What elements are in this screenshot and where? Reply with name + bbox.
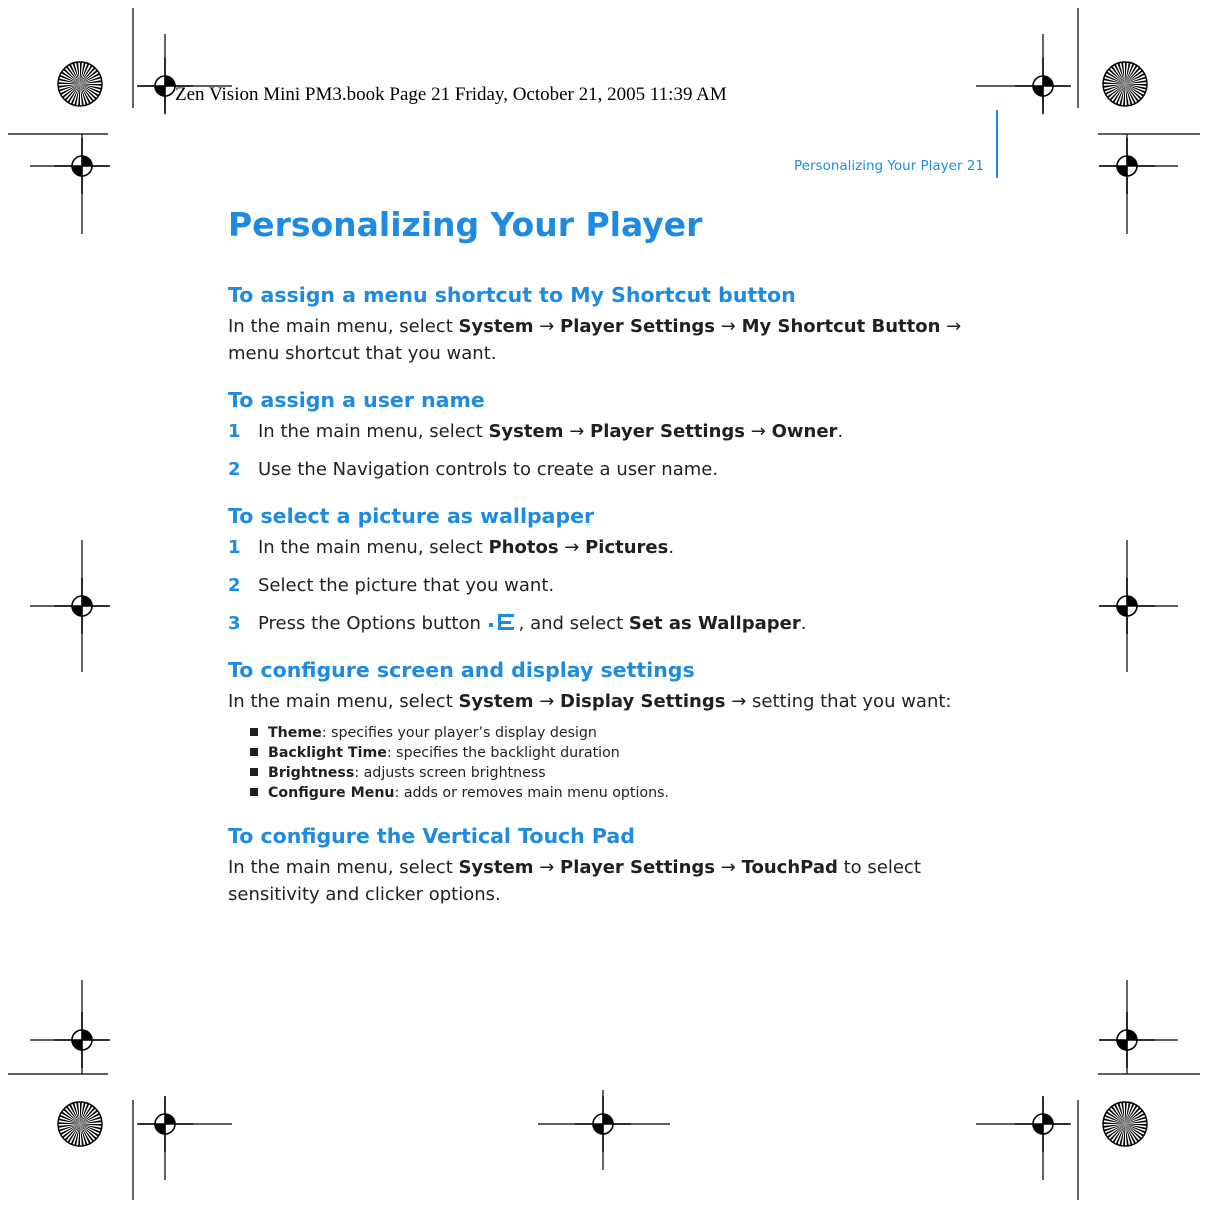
book-file-header: Zen Vision Mini PM3.book Page 21 Friday, October 21, 2005 11:39 AM [175,84,727,105]
list-item: Configure Menu: adds or removes main menu options. [250,783,1018,803]
starburst-target-icon [1103,1102,1147,1146]
page-content [228,283,1018,929]
list-item: 3 Press the Options button , and select Set as Wallpaper. [228,613,807,634]
running-head: Personalizing Your Player 21 [794,158,984,174]
section-wallpaper [228,504,1018,637]
list-item: 2 Use the Navigation controls to create a user name. [228,459,719,480]
list-item: Backlight Time: specifies the backlight duration [250,743,1018,763]
running-head-rule [996,110,998,178]
section-heading: To assign a menu shortcut to My Shortcut button [228,283,796,307]
section-touchpad [228,824,1018,908]
registration-target-icon [54,578,110,634]
list-item: Brightness: adjusts screen brightness [250,763,1018,783]
bullet-square-icon [250,748,258,756]
shortcut-instructions: In the main menu, select System → Player Settings → My Shortcut Button → menu shortcut that you want. [228,316,962,364]
wallpaper-steps [228,534,1018,637]
page-title: Personalizing Your Player [228,205,703,244]
bullet-square-icon [250,728,258,736]
section-heading: To assign a user name [228,388,485,412]
section-heading: To select a picture as wallpaper [228,504,595,528]
display-settings-list [228,723,1018,803]
registration-target-icon [1099,1012,1155,1068]
registration-target-icon [575,1096,631,1152]
list-item: Theme: specifies your player’s display design [250,723,1018,743]
bullet-square-icon [250,788,258,796]
starburst-target-icon [58,1102,102,1146]
section-display [228,658,1018,803]
touchpad-instructions: In the main menu, select System → Player Settings → TouchPad to select sensitivity and clicker options. [228,857,921,905]
section-heading: To configure the Vertical Touch Pad [228,824,635,848]
registration-target-icon [1099,138,1155,194]
starburst-target-icon [58,62,102,106]
registration-target-icon [1015,58,1071,114]
registration-target-icon [1015,1096,1071,1152]
section-heading: To configure screen and display settings [228,658,695,682]
registration-target-icon [54,1012,110,1068]
list-item: 1 In the main menu, select System → Player Settings → Owner. [228,421,844,442]
section-username [228,388,1018,483]
display-instructions: In the main menu, select System → Display Settings → setting that you want: [228,691,952,712]
registration-target-icon [54,138,110,194]
list-item: 1 In the main menu, select Photos → Pictures. [228,537,675,558]
registration-target-icon [137,1096,193,1152]
username-steps [228,418,1018,483]
list-item: 2 Select the picture that you want. [228,575,555,596]
options-button-icon [487,612,517,632]
starburst-target-icon [1103,62,1147,106]
bullet-square-icon [250,768,258,776]
section-shortcut [228,283,1018,367]
registration-target-icon [1099,578,1155,634]
